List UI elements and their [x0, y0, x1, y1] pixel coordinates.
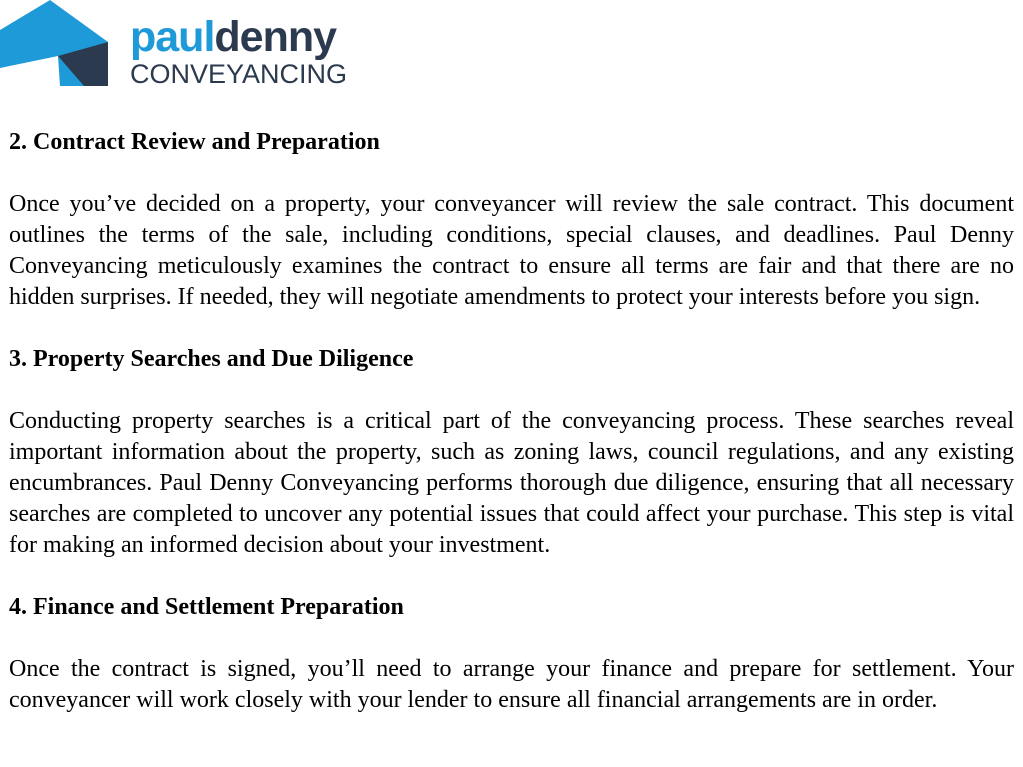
- house-roof-icon: [0, 0, 112, 90]
- section-heading-contract-review: 2. Contract Review and Preparation: [9, 129, 380, 155]
- section-heading-property-searches: 3. Property Searches and Due Diligence: [9, 346, 414, 372]
- section-body-contract-review: Once you’ve decided on a property, your conveyancer will review the sale contract. This document outlines the terms of the sale, including conditions, special clauses, and deadlines. Paul Denny Conveyancing meticulously examines the contract to ensure all terms are fair and that there are no hidden surprises. If needed, they will negotiate amendments to protect your interests before you sign.: [9, 191, 1014, 310]
- section-body-finance-settlement: Once the contract is signed, you’ll need to arrange your finance and prepare for settlement. Your conveyancer will work closely with your lender to ensure all financial arrangements are in order.: [9, 656, 1014, 713]
- document-body: [9, 127, 1014, 747]
- brand-name: [130, 14, 347, 60]
- brand-name-part2: denny: [214, 13, 337, 61]
- section-heading-finance-settlement: 4. Finance and Settlement Preparation: [9, 594, 404, 620]
- section-body-property-searches: Conducting property searches is a critical part of the conveyancing process. These searches reveal important information about the property, such as zoning laws, council regulations, and any existing encumbrances. Paul Denny Conveyancing performs thorough due diligence, ensuring that all necessary searches are completed to uncover any potential issues that could affect your purchase. This step is vital for making an informed decision about your investment.: [9, 408, 1014, 558]
- brand-tagline: CONVEYANCING: [130, 59, 348, 89]
- brand-name-part1: paul: [130, 13, 215, 61]
- logo-wordmark: [130, 14, 347, 88]
- company-logo: [0, 0, 360, 92]
